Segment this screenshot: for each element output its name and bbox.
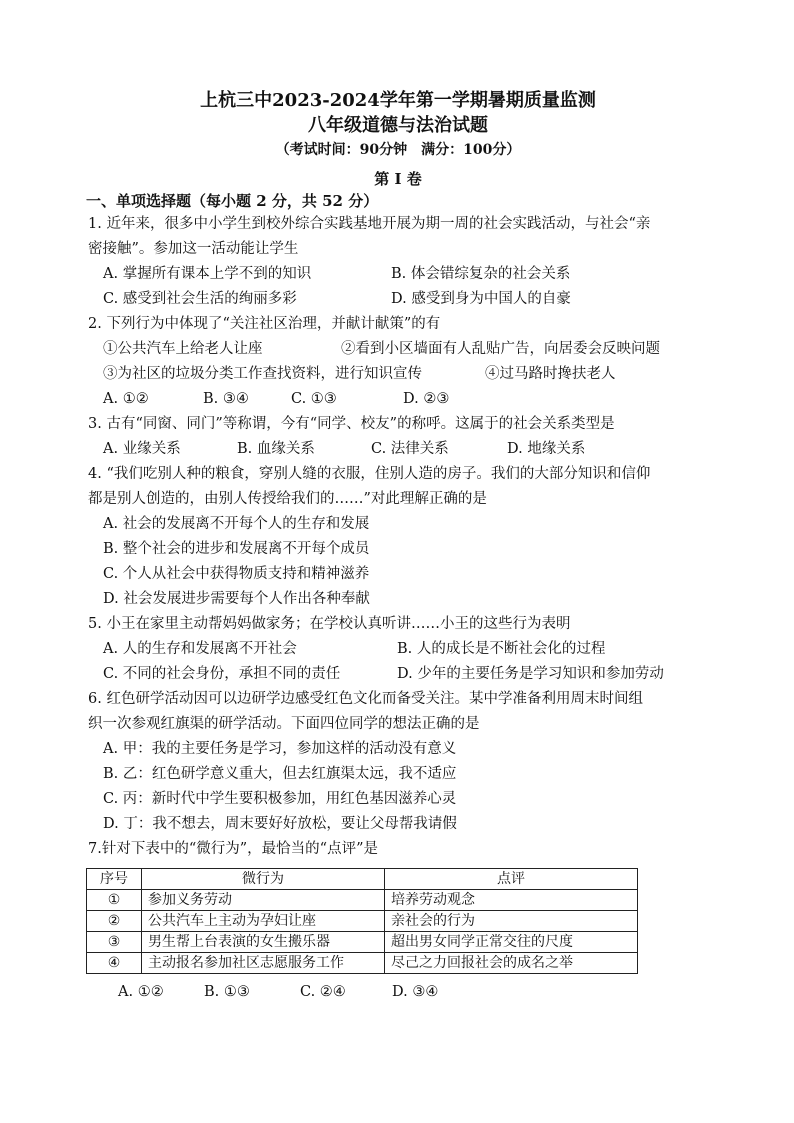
option-a: A. 人的生存和发展离不开社会 — [103, 641, 297, 657]
option-c: C. 感受到社会生活的绚丽多彩 — [103, 291, 297, 307]
question-stem: 3. 古有“同窗、同门”等称谓，今有“同学、校友”的称呼。这属于的社会关系类型是 — [88, 416, 615, 432]
question-3 — [88, 412, 708, 462]
table-cell: 公共汽车上主动为孕妇让座 — [142, 911, 385, 932]
statement-2: ②看到小区墙面有人乱贴广告，向居委会反映问题 — [341, 341, 660, 357]
table-cell: 主动报名参加社区志愿服务工作 — [142, 953, 385, 974]
option-c: C. 法律关系 — [371, 441, 449, 457]
question-stem: 都是别人创造的，由别人传授给我们的……”对此理解正确的是 — [88, 491, 487, 507]
option-c: C. ①③ — [291, 391, 337, 407]
question-stem: 2. 下列行为中体现了“关注社区治理，并献计献策”的有 — [88, 316, 441, 332]
table-header: 点评 — [385, 869, 638, 890]
volume-heading: 第 I 卷 — [374, 170, 422, 188]
option-b: B. 乙：红色研学意义重大，但去红旗渠太远，我不适应 — [103, 766, 457, 782]
table-cell: 参加义务劳动 — [142, 890, 385, 911]
question-6 — [88, 687, 708, 837]
question-stem: 4. “我们吃别人种的粮食，穿别人缝的衣服，住别人造的房子。我们的大部分知识和信仰 — [88, 466, 651, 482]
question-stem: 5. 小王在家里主动帮妈妈做家务；在学校认真听讲……小王的这些行为表明 — [88, 616, 571, 632]
option-c: C. 个人从社会中获得物质支持和精神滋养 — [103, 566, 370, 582]
table-cell: ③ — [87, 932, 142, 953]
question-stem: 织一次参观红旗渠的研学活动。下面四位同学的想法正确的是 — [88, 716, 480, 732]
table-cell: ④ — [87, 953, 142, 974]
exam-page — [88, 88, 708, 1005]
table-row — [87, 932, 638, 953]
option-a: A. 甲：我的主要任务是学习，参加这样的活动没有意义 — [103, 741, 457, 757]
table-cell: 培养劳动观念 — [385, 890, 638, 911]
question-4 — [88, 462, 708, 612]
question-1 — [88, 212, 708, 312]
option-a: A. 掌握所有课本上学不到的知识 — [103, 266, 312, 282]
option-a: A. 社会的发展离不开每个人的生存和发展 — [103, 516, 370, 532]
exam-title: 上杭三中2023-2024学年第一学期暑期质量监测 — [200, 90, 596, 111]
question-stem: 7.针对下表中的“微行为”，最恰当的“点评”是 — [88, 841, 378, 857]
option-a: A. ①② — [103, 391, 149, 407]
table-cell: 尽己之力回报社会的成名之举 — [385, 953, 638, 974]
table-cell: 亲社会的行为 — [385, 911, 638, 932]
option-b: B. ①③ — [204, 984, 250, 1000]
section-heading: 一、单项选择题（每小题 2 分，共 52 分） — [86, 192, 379, 210]
table-cell: ① — [87, 890, 142, 911]
option-c: C. 不同的社会身份，承担不同的责任 — [103, 666, 341, 682]
option-b: B. 整个社会的进步和发展离不开每个成员 — [103, 541, 370, 557]
option-b: B. 体会错综复杂的社会关系 — [391, 266, 571, 282]
micro-behavior-table — [86, 868, 638, 974]
option-d: D. 丁：我不想去，周末要好好放松，要让父母帮我请假 — [103, 816, 457, 832]
question-stem: 密接触”。参加这一活动能让学生 — [88, 241, 299, 257]
exam-subtitle: 八年级道德与法治试题 — [308, 115, 488, 136]
option-a: A. ①② — [118, 984, 164, 1000]
table-cell: ② — [87, 911, 142, 932]
table-cell: 超出男女同学正常交往的尺度 — [385, 932, 638, 953]
question-5 — [88, 612, 708, 687]
question-7 — [88, 837, 708, 1005]
table-cell: 男生帮上台表演的女生搬乐器 — [142, 932, 385, 953]
option-b: B. ③④ — [203, 391, 249, 407]
option-d: D. 地缘关系 — [507, 441, 586, 457]
option-c: C. ②④ — [300, 984, 346, 1000]
option-d: D. 社会发展进步需要每个人作出各种奉献 — [103, 591, 370, 607]
statement-4: ④过马路时搀扶老人 — [485, 366, 616, 382]
option-b: B. 人的成长是不断社会化的过程 — [397, 641, 606, 657]
table-header-row — [87, 869, 638, 890]
table-row — [87, 890, 638, 911]
option-d: D. ②③ — [403, 391, 450, 407]
table-row — [87, 953, 638, 974]
table-row — [87, 911, 638, 932]
option-d: D. ③④ — [392, 984, 439, 1000]
question-stem: 6. 红色研学活动因可以边研学边感受红色文化而备受关注。某中学准备利用周末时间组 — [88, 691, 643, 707]
option-a: A. 业缘关系 — [103, 441, 181, 457]
table-header: 微行为 — [142, 869, 385, 890]
option-d: D. 感受到身为中国人的自豪 — [391, 291, 571, 307]
statement-1: ①公共汽车上给老人让座 — [103, 341, 263, 357]
question-2 — [88, 312, 708, 412]
table-header: 序号 — [87, 869, 142, 890]
option-b: B. 血缘关系 — [237, 441, 315, 457]
exam-info: （考试时间：90分钟 满分：100分） — [275, 142, 521, 158]
question-stem: 1. 近年来，很多中小学生到校外综合实践基地开展为期一周的社会实践活动，与社会“亲 — [88, 216, 651, 232]
statement-3: ③为社区的垃圾分类工作查找资料，进行知识宣传 — [103, 366, 422, 382]
option-d: D. 少年的主要任务是学习知识和参加劳动 — [397, 666, 664, 682]
option-c: C. 丙：新时代中学生要积极参加，用红色基因滋养心灵 — [103, 791, 457, 807]
